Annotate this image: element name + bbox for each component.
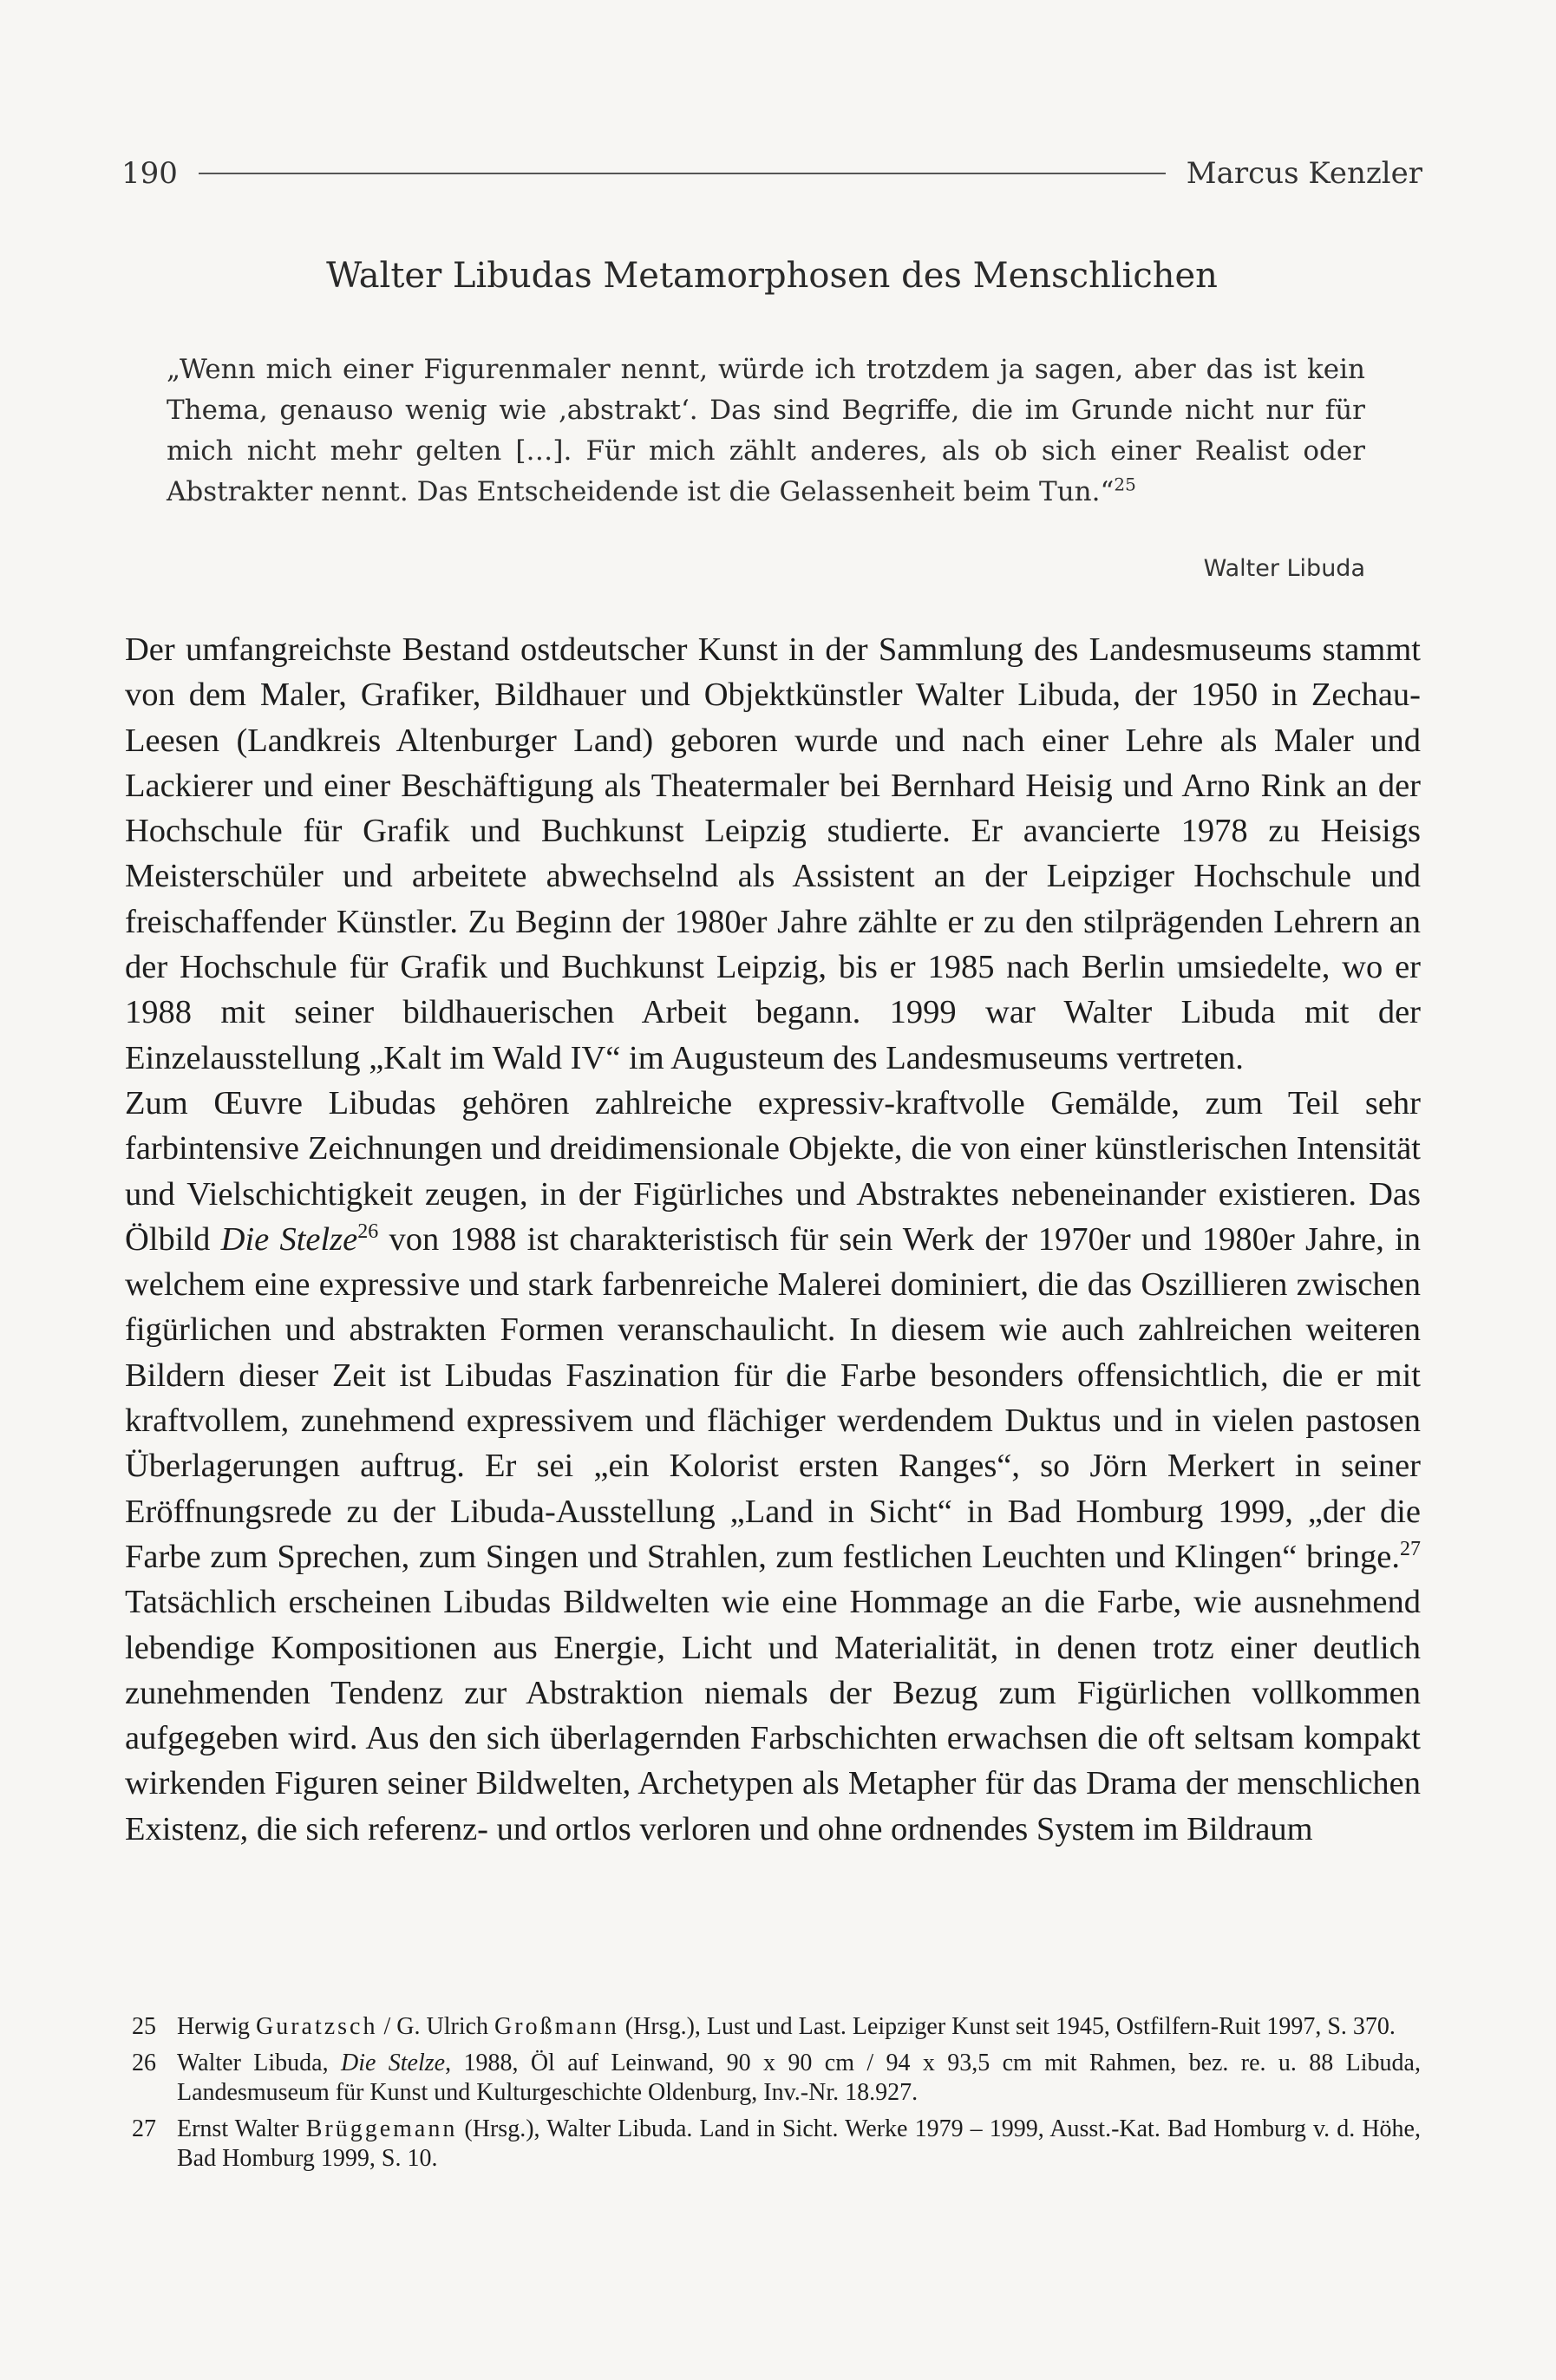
footnote-number: 25 [132,2013,156,2040]
running-header-author: Marcus Kenzler [1186,156,1422,191]
epigraph-text: „Wenn mich einer Figurenmaler nennt, würde ich trotzdem ja sagen, aber das ist kein Thema, genauso wenig wie ‚abstrakt‘. Das sind Begriffe, die im Grunde nicht nur für mich nicht mehr gelten […]. Für mich zählt anderes, als ob sich einer Realist oder Abstrakter nennt. Das Entscheidende ist die Gelassenheit beim Tun.“ [167,354,1365,507]
footnote-ref-27[interactable]: 27 [1400,1538,1421,1561]
footnote-ref-25[interactable]: 25 [1114,474,1136,495]
section-title: Walter Libudas Metamorphosen des Menschlichen [326,256,1218,296]
epigraph-quote [167,350,1365,513]
body-paragraph-2-part-c: Tatsächlich erscheinen Libudas Bildwelten wie eine Hommage an die Farbe, wie ausnehmend lebendige Kompositionen aus Energie, Licht und Materialität, in denen trotz einer deutlich zunehmenden Tendenz zur Abstraktion niemals der Bezug zum Figürlichen vollkommen aufgegeben wird. Aus den sich überlagernden Farbschichten erwachsen die oft seltsam kompakt wirkenden Figuren seiner Bildwelten, Archetypen als Metapher für das Drama der menschlichen Existenz, die sich referenz- und ortlos verloren und ohne ordnendes System im Bildraum [125,1584,1421,1847]
footnotes [132,2012,1421,2181]
footnote-text [177,2012,1421,2042]
footnote-text [177,2049,1421,2108]
footnote-25 [132,2012,1421,2042]
footnote-25-part-a: Herwig [177,2013,256,2040]
footnote-text [177,2115,1421,2174]
footnote-25-author-1: Guratzsch [255,2013,378,2040]
header-rule [199,173,1166,174]
footnote-25-part-c: (Hrsg.), Lust und Last. Leipziger Kunst seit 1945, Ostfilfern-Ruit 1997, S. 370. [618,2013,1396,2040]
epigraph-attribution: Walter Libuda [1203,555,1365,582]
footnote-27-author: Brüggemann [305,2115,458,2142]
body-paragraph-1: Der umfangreichste Bestand ostdeutscher Kunst in der Sammlung des Landesmuseums stammt von dem Maler, Grafiker, Bildhauer und Objektkünstler Walter Libuda, der 1950 in Zechau-Leesen (Landkreis Altenburger Land) geboren wurde und nach einer Lehre als Maler und Lackierer und einer Beschäftigung als Theatermaler bei Bernhard Heisig und Arno Rink an der Hochschule für Grafik und Buchkunst Leipzig studierte. Er avancierte 1978 zu Heisigs Meisterschüler und arbeitete abwechselnd als Assistent an der Leipziger Hochschule und freischaffender Künstler. Zu Beginn der 1980er Jahre zählte er zu den stilprägenden Lehrern an der Hochschule für Grafik und Buchkunst Leipzig, bis er 1985 nach Berlin umsiedelte, wo er 1988 mit seiner bildhauerischen Arbeit begann. 1999 war Walter Libuda mit der Einzelausstellung „Kalt im Wald IV“ im Augusteum des Landesmuseums vertreten. [125,631,1421,1076]
body-paragraph-2-part-b: von 1988 ist charakteristisch für sein Werk der 1970er und 1980er Jahre, in welchem eine expressive und stark farbenreiche Malerei dominiert, die das Oszillieren zwischen figürlichen und abstrakten Formen veranschaulicht. In diesem wie auch zahlreichen weiteren Bildern dieser Zeit ist Libudas Faszination für die Farbe besonders offensichtlich, die er mit kraftvollem, zunehmend expressivem und flächiger werdendem Duktus und in vielen pastosen Überlagerungen auftrug. Er sei „ein Kolorist ersten Ranges“, so Jörn Merkert in seiner Eröffnungsrede zu der Libuda-Ausstellung „Land in Sicht“ in Bad Homburg 1999, „der die Farbe zum Sprechen, zum Singen und Strahlen, zum festlichen Leuchten und Klingen“ bringe. [125,1220,1422,1575]
footnote-26-part-b: , 1988, Öl auf Leinwand, 90 x 90 cm / 94 x 93,5 cm mit Rahmen, bez. re. u. 88 Libuda, Landesmuseum für Kunst und Kulturgeschichte Oldenburg, Inv.-Nr. 18.927. [177,2050,1421,2106]
footnote-25-part-b: / G. Ulrich [377,2013,495,2040]
footnote-26-title: Die Stelze [340,2050,446,2076]
body-text [125,627,1421,1852]
footnote-25-author-2: Großmann [494,2013,619,2040]
footnote-27 [132,2115,1421,2174]
footnote-26-part-a: Walter Libuda, [177,2050,341,2076]
body-paragraph-2-part-a: Zum Œuvre Libudas gehören zahlreiche expressiv-kraftvolle Gemälde, zum Teil sehr farbintensive Zeichnungen und dreidimensionale Objekte, die von einer künstlerischen Intensität und Vielschichtigkeit zeugen, in der Figürliches und Abstraktes nebeneinander existieren. Das Ölbild [125,1084,1421,1258]
running-header [121,149,1422,198]
page-number: 190 [121,156,178,191]
footnote-27-part-a: Ernst Walter [177,2115,306,2142]
footnote-ref-26[interactable]: 26 [357,1220,379,1244]
footnote-26 [132,2049,1421,2108]
footnote-27-part-b: (Hrsg.), Walter Libuda. Land in Sicht. Werke 1979 – 1999, Ausst.-Kat. Bad Homburg v. d. Höhe, Bad Homburg 1999, S. 10. [177,2115,1421,2172]
footnote-number: 26 [132,2050,156,2076]
footnote-number: 27 [132,2115,156,2142]
body-paragraph-2 [125,1081,1421,1852]
artwork-title: Die Stelze [220,1220,358,1258]
